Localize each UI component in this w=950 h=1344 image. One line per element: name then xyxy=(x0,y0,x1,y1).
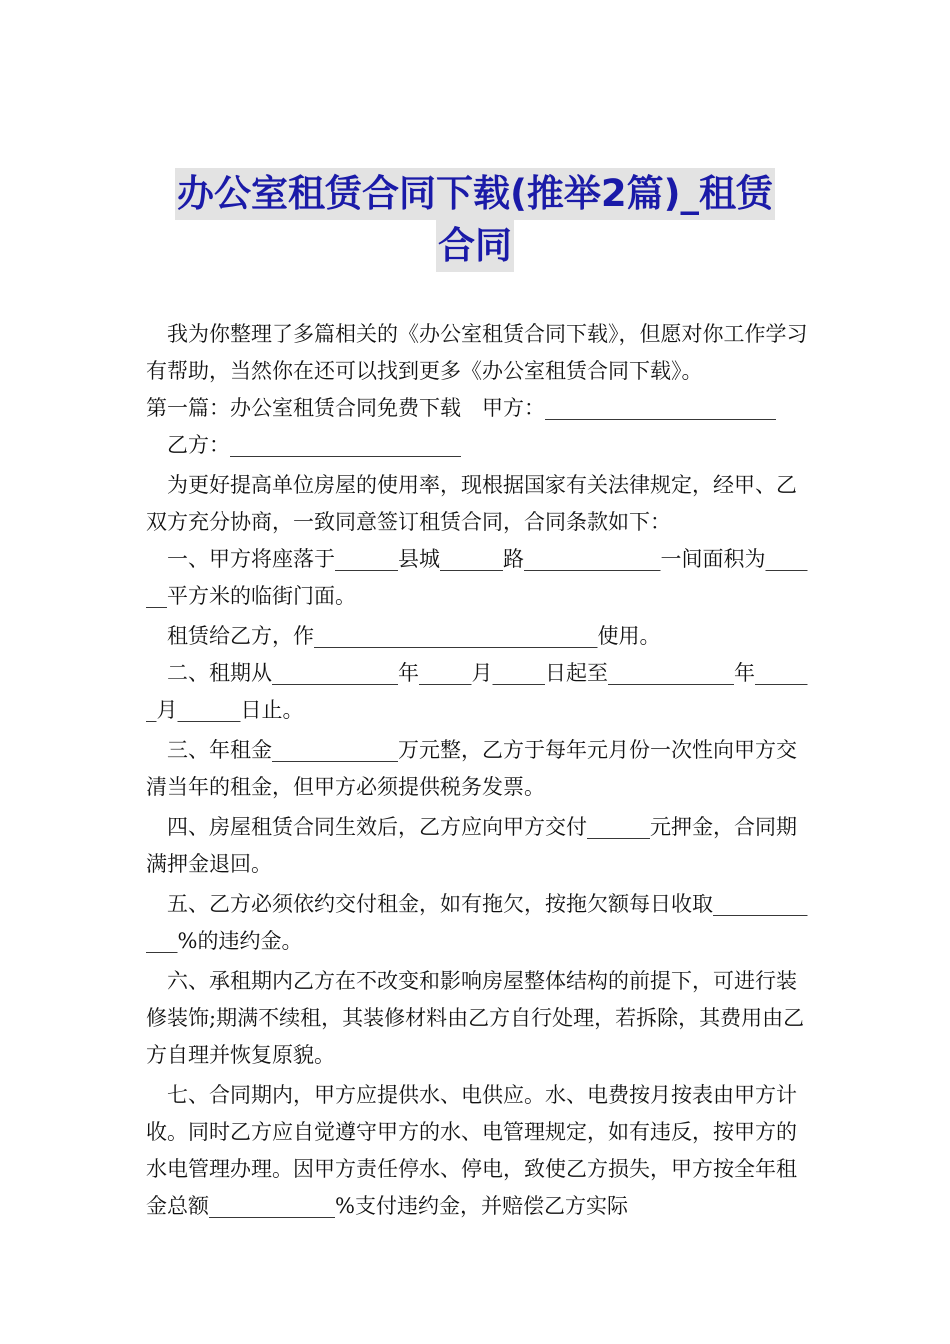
title-line-1: 办公室租赁合同下载(推举2篇)_租赁 xyxy=(175,168,775,220)
document-body xyxy=(146,316,814,1225)
title-line-2: 合同 xyxy=(436,220,514,272)
clause-1: 一、甲方将座落于______县城______路_____________一间面积为______平方米的临街门面。 xyxy=(146,547,808,608)
clause-3: 三、年租金____________万元整，乙方于每年元月份一次性向甲方交清当年的租金，但甲方必须提供税务发票。 xyxy=(146,738,797,799)
party-a-line: 第一篇：办公室租赁合同免费下载 甲方：______________________ xyxy=(146,396,776,420)
party-b-line: 乙方：______________________ xyxy=(167,433,461,457)
intro-paragraph: 我为你整理了多篇相关的《办公室租赁合同下载》，但愿对你工作学习有帮助，当然你在还可以找到更多《办公室租赁合同下载》。 xyxy=(146,322,808,383)
clause-6: 六、承租期内乙方在不改变和影响房屋整体结构的前提下，可进行装修装饰;期满不续租，其装修材料由乙方自行处理，若拆除，其费用由乙方自理并恢复原貌。 xyxy=(146,969,805,1067)
clause-2: 二、租期从____________年_____月_____日起至____________年______月______日止。 xyxy=(146,661,808,722)
preamble-paragraph: 为更好提高单位房屋的使用率，现根据国家有关法律规定，经甲、乙双方充分协商，一致同意签订租赁合同，合同条款如下： xyxy=(146,473,797,534)
document-title xyxy=(0,168,950,272)
clause-4: 四、房屋租赁合同生效后，乙方应向甲方交付______元押金，合同期满押金退回。 xyxy=(146,815,797,876)
clause-1-usage: 租赁给乙方，作___________________________使用。 xyxy=(167,624,661,648)
clause-5: 五、乙方必须依约交付租金，如有拖欠，按拖欠额每日收取____________%的违约金。 xyxy=(146,892,808,953)
clause-7: 七、合同期内，甲方应提供水、电供应。水、电费按月按表由甲方计收。同时乙方应自觉遵守甲方的水、电管理规定，如有违反，按甲方的水电管理办理。因甲方责任停水、停电，致使乙方损失，甲方按全年租金总额____________%支付违约金，并赔偿乙方实际 xyxy=(146,1083,797,1218)
